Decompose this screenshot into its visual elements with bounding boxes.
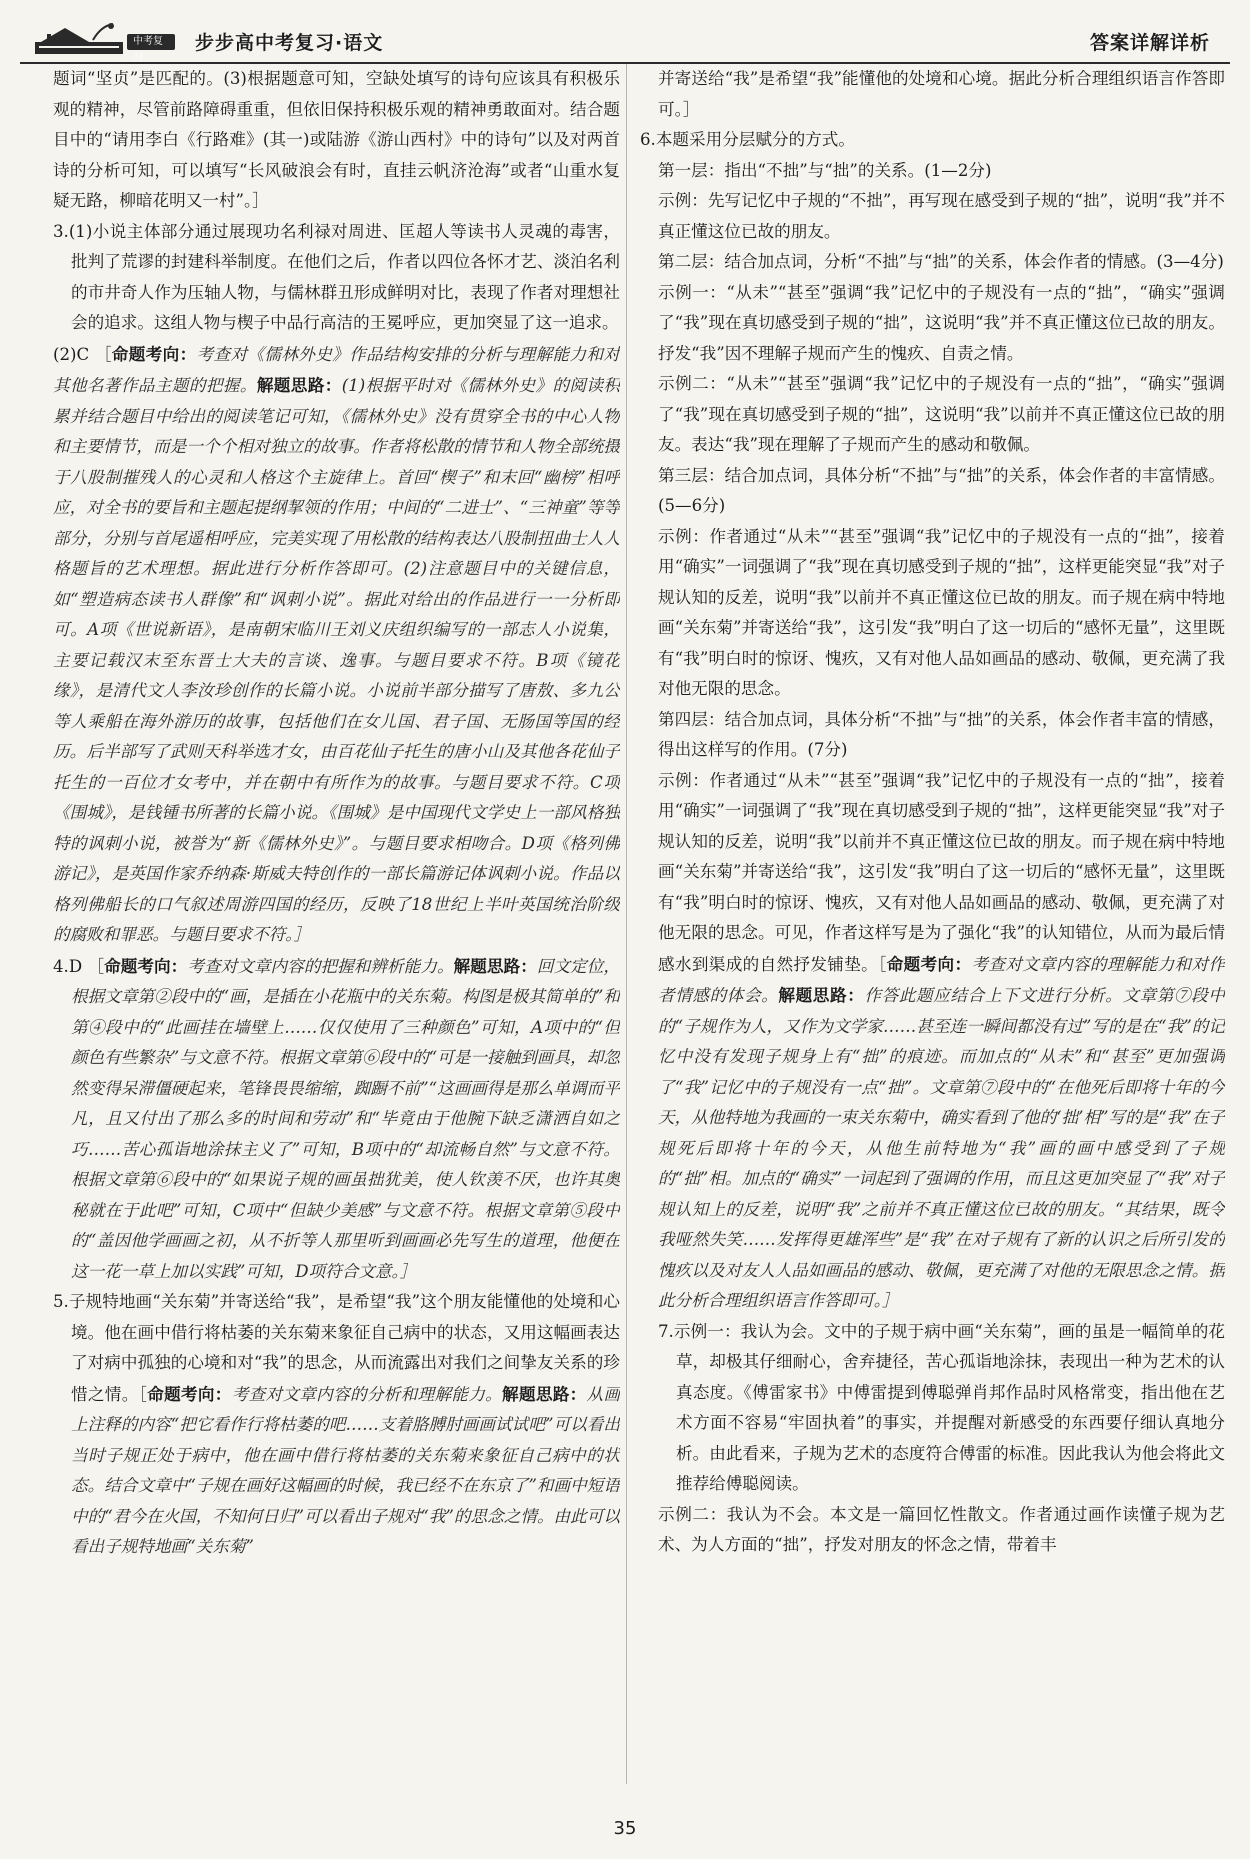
tier-1-example: 示例：先写记忆中子规的“不拙”，再写现在感受到子规的“拙”，说明“我”并不真正懂这位已故的朋友。 — [658, 191, 1225, 241]
answer-7-example-1: 7.示例一：我认为会。文中的子规于病中画“关东菊”，画的虽是一幅简单的花草，却极其仔细耐心，舍弃捷径，苦心孤诣地涂抹，表现出一种为艺术的认真态度。《傅雷家书》中傅雷提到傅聪弹肖邦作品时风格常变，指出他在艺术方面不容易“牢固执着”的事实，并提醒对新感受的东西要仔细认真地分析。由此看来，子规为艺术的态度符合傅雷的标准。因此我认为他会将此文推荐给傅聪阅读。 — [658, 1321, 1225, 1493]
book-title: 步步高中考复习·语文 — [195, 32, 384, 54]
column-divider — [626, 64, 627, 1784]
logo-badge: 中考复习 — [127, 34, 175, 50]
answer-3-2: (2)C ［命题考向：考查对《儒林外史》作品结构安排的分析与理解能力和对其他名著作品主题的把握。解题思路：(1)根据平时对《儒林外史》的阅读积累并结合题目中给出的阅读笔记可知，《儒林外史》没有贯穿全书的中心人物和主要情节，而是一个个相对独立的故事。作者将松散的情节和人物全部统摄于八股制摧残人的心灵和人格这个主旋律上。首回“楔子”和末回“幽榜”相呼应，对全书的要旨和主题起提纲挈领的作用；中间的“二进士”、“三神童”等等部分，分别与首尾遥相呼应，完美实现了用松散的结构表达八股制扭曲士人人格题旨的艺术理想。据此进行分析作答即可。(2)注意题目中的关键信息，如“塑造病态读书人群像”和“讽刺小说”。据此对给出的作品进行一一分析即可。A项《世说新语》，是南朝宋临川王刘义庆组织编写的一部志人小说集，主要记载汉末至东晋士大夫的言谈、逸事。与题目要求不符。B项《镜花缘》，是清代文人李汝珍创作的长篇小说。小说前半部分描写了唐敖、多九公等人乘船在海外游历的故事，包括他们在女儿国、君子国、无肠国等国的经历。后半部写了武则天科举选才女，由百花仙子托生的唐小山及其他各花仙子托生的一百位才女考中，并在朝中有所作为的故事。与题目要求不符。C项《围城》，是钱锺书所著的长篇小说。《围城》是中国现代文学史上一部风格独特的讽刺小说，被誉为“新《儒林外史》”。与题目要求相吻合。D项《格列佛游记》，是英国作家乔纳森·斯威夫特创作的一部长篇游记体讽刺小说。作品以格列佛船长的口气叙述周游四国的经历，反映了18世纪上半叶英国统治阶级的腐败和罪恶。与题目要求不符。］ — [53, 343, 620, 944]
tier-2: 第二层：结合加点词，分析“不拙”与“拙”的关系，体会作者的情感。(3—4分) — [658, 252, 1224, 271]
answer-6-heading: 6.本题采用分层赋分的方式。 — [640, 130, 855, 149]
tier-4-example: 示例：作者通过“从未”“甚至”强调“我”记忆中的子规没有一点的“拙”，接着用“确实”一词强调了“我”现在真切感受到子规的“拙”，这样更能突显“我”对子规认知的反差，说明“我”以前并不真正懂这位已故的朋友。而子规在病中特地画“关东菊”并寄送给“我”，这引发“我”明白了这一切后的“感怀无量”，这里既有“我”明白时的惊讶、愧疚，又有对他人品如画品的感动、敬佩，更充满了对他无限的思念。可见，作者这样写是为了强化“我”的认知错位，从而为最后情感水到渠成的自然抒发铺垫。［命题考向：考查对文章内容的理解能力和对作者情感的体会。解题思路：作答此题应结合上下文进行分析。文章第⑦段中的“子规作为人，又作为文学家……甚至连一瞬间都没有过”写的是在“我”的记忆中没有发现子规身上有“拙”的痕迹。而加点的“从未”和“甚至”更加强调了“我”记忆中的子规没有一点“拙”。文章第⑦段中的“在他死后即将十年的今天，从他特地为我画的一束关东菊中，确实看到了他的‘拙’相”写的是“我”在子规死后即将十年的今天，从他生前特地为“我”画的画中感受到了子规的“拙”相。加点的“确实”一词起到了强调的作用，而且这更加突显了“我”对子规认知上的反差，说明“我”之前并不真正懂这位已故的朋友。“其结果，既令我哑然失笑……发挥得更雄浑些”是“我”在对子规有了新的认识之后所引发的愧疚以及对友人人品如画品的感动、敬佩，更充满了对他的无限思念之情。据此分析合理组织语言作答即可。］ — [658, 770, 1225, 1310]
page-number: 35 — [613, 1818, 637, 1839]
tier-3-example: 示例：作者通过“从未”“甚至”强调“我”记忆中的子规没有一点的“拙”，接着用“确实”一词强调了“我”现在真切感受到子规的“拙”，这样更能突显“我”对子规认知的反差，说明“我”以前并不真正懂这位已故的朋友。而子规在病中特地画“关东菊”并寄送给“我”，这引发“我”明白了这一切后的“感怀无量”，这里既有“我”明白时的惊讶、愧疚，又有对他人品如画品的感动、敬佩，更充满了我对他无限的思念。 — [658, 526, 1225, 698]
paragraph: 题词“坚贞”是匹配的。(3)根据题意可知，空缺处填写的诗句应该具有积极乐观的精神，尽管前路障碍重重，但依旧保持积极乐观的精神勇敢面对。结合题目中的“请用李白《行路难》(其一)或陆游《游山西村》中的诗句”以及对两首诗的分析可知，可以填写“长风破浪会有时，直挂云帆济沧海”或者“山重水复疑无路，柳暗花明又一村”。］ — [53, 69, 620, 210]
section-title: 答案详解详析 — [1089, 32, 1210, 54]
tier-4: 第四层：结合加点词，具体分析“不拙”与“拙”的关系，体会作者丰富的情感，得出这样写的作用。(7分) — [658, 709, 1225, 759]
right-column — [640, 64, 1225, 1804]
tier-2-example-2: 示例二：“从未”“甚至”强调“我”记忆中的子规没有一点的“拙”，“确实”强调了“我”现在真切感受到子规的“拙”，这说明“我”以前并不真正懂这位已故的朋友。表达“我”现在理解了子规而产生的感动和敬佩。 — [658, 374, 1225, 454]
answer-4: 4.D ［命题考向：考查对文章内容的把握和辨析能力。解题思路：回文定位，根据文章第②段中的“画，是插在小花瓶中的关东菊。构图是极其简单的”和第④段中的“此画挂在墙壁上……仅仅使用了三种颜色”可知，A项中的“但颜色有些繁杂”与文意不符。根据文章第⑥段中的“可是一接触到画具，却忽然变得呆滞僵硬起来，笔锋畏畏缩缩，踟蹰不前”“这画画得是那么单调而平凡，且又付出了那么多的时间和劳动”和“毕竟由于他腕下缺乏潇洒自如之巧……苦心孤诣地涂抹主义了”可知，B项中的“却流畅自然”与文意不符。根据文章第⑥段中的“如果说子规的画虽拙犹美，使人钦羡不厌，也许其奥秘就在于此吧”可知，C项中“但缺少美感”与文意不符。根据文章第⑤段中的“盖因他学画画之初，从不折等人那里听到画画必先写生的道理，他便在这一花一草上加以实践”可知，D项符合文意。］ — [53, 955, 620, 1281]
answer-7-example-2: 示例二：我认为不会。本文是一篇回忆性散文。作者通过画作读懂子规为艺术、为人方面的“拙”，抒发对朋友的怀念之情，带着丰 — [658, 1504, 1225, 1554]
left-column — [35, 64, 620, 1804]
page-header — [20, 10, 1230, 64]
paragraph: 并寄送给“我”是希望“我”能懂他的处境和心境。据此分析合理组织语言作答即可。］ — [658, 69, 1225, 119]
answer-3-1: 3.(1)小说主体部分通过展现功名利禄对周进、匡超人等读书人灵魂的毒害，批判了荒谬的封建科举制度。在他们之后，作者以四位各怀才艺、淡泊名利的市井奇人作为压轴人物，与儒林群丑形成鲜明对比，表现了作者对理想社会的追求。这组人物与楔子中品行高洁的王冕呼应，更加突显了这一追求。 — [53, 221, 620, 332]
logo-emblem-icon — [35, 20, 127, 56]
publisher-logo — [35, 20, 175, 63]
tier-2-example-1: 示例一：“从未”“甚至”强调“我”记忆中的子规没有一点的“拙”，“确实”强调了“我”现在真切感受到子规的“拙”，这说明“我”并不真正懂这位已故的朋友。抒发“我”因不理解子规而产生的愧疚、自责之情。 — [658, 282, 1225, 363]
tier-1: 第一层：指出“不拙”与“拙”的关系。(1—2分) — [658, 160, 992, 180]
tier-3: 第三层：结合加点词，具体分析“不拙”与“拙”的关系，体会作者的丰富情感。(5—6分) — [658, 465, 1225, 515]
answer-5: 5.子规特地画“关东菊”并寄送给“我”，是希望“我”这个朋友能懂他的处境和心境。他在画中借行将枯萎的关东菊来象征自己病中的状态，又用这幅画表达了对病中孤独的心境和对“我”的思念，从而流露出对我们之间挚友关系的珍惜之情。［命题考向：考查对文章内容的分析和理解能力。解题思路：从画上注释的内容“把它看作行将枯萎的吧……支着胳膊肘画画试试吧”可以看出当时子规正处于病中，他在画中借行将枯萎的关东菊来象征自己病中的状态。结合文章中“子规在画好这幅画的时候，我已经不在东京了”和画中短语中的“君今在火国，不知何日归”可以看出子规对“我”的思念之情。由此可以看出子规特地画“关东菊” — [53, 1292, 620, 1556]
